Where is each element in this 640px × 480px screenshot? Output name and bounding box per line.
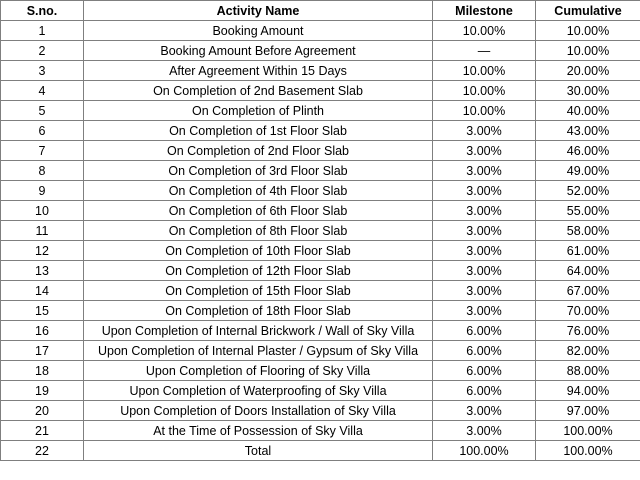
cell-sno: 10 (1, 201, 84, 221)
cell-sno: 8 (1, 161, 84, 181)
cell-sno: 9 (1, 181, 84, 201)
table-row (1, 221, 640, 241)
cell-milestone: 10.00% (433, 81, 536, 101)
cell-sno: 21 (1, 421, 84, 441)
cell-activity-name: Upon Completion of Flooring of Sky Villa (84, 361, 433, 381)
table-row (1, 261, 640, 281)
cell-milestone: 10.00% (433, 21, 536, 41)
cell-cumulative: 100.00% (536, 421, 640, 441)
cell-milestone: 3.00% (433, 141, 536, 161)
cell-cumulative: 67.00% (536, 281, 640, 301)
cell-activity-name: On Completion of 3rd Floor Slab (84, 161, 433, 181)
table-row (1, 401, 640, 421)
cell-cumulative: 100.00% (536, 441, 640, 461)
table-row (1, 361, 640, 381)
cell-cumulative: 64.00% (536, 261, 640, 281)
cell-cumulative: 97.00% (536, 401, 640, 421)
cell-milestone: 3.00% (433, 281, 536, 301)
cell-milestone: 3.00% (433, 261, 536, 281)
cell-milestone: 3.00% (433, 121, 536, 141)
cell-activity-name: At the Time of Possession of Sky Villa (84, 421, 433, 441)
cell-cumulative: 40.00% (536, 101, 640, 121)
table-row (1, 381, 640, 401)
table-row (1, 161, 640, 181)
cell-cumulative: 94.00% (536, 381, 640, 401)
cell-activity-name: Booking Amount (84, 21, 433, 41)
cell-activity-name: On Completion of 2nd Basement Slab (84, 81, 433, 101)
header-cumulative: Cumulative (536, 1, 640, 21)
cell-sno: 14 (1, 281, 84, 301)
cell-cumulative: 70.00% (536, 301, 640, 321)
cell-cumulative: 10.00% (536, 41, 640, 61)
table-row (1, 321, 640, 341)
cell-sno: 7 (1, 141, 84, 161)
cell-cumulative: 76.00% (536, 321, 640, 341)
cell-cumulative: 52.00% (536, 181, 640, 201)
cell-activity-name: On Completion of 1st Floor Slab (84, 121, 433, 141)
table-row (1, 441, 640, 461)
cell-sno: 4 (1, 81, 84, 101)
cell-activity-name: Upon Completion of Internal Plaster / Gypsum of Sky Villa (84, 341, 433, 361)
cell-activity-name: On Completion of 4th Floor Slab (84, 181, 433, 201)
cell-activity-name: Upon Completion of Waterproofing of Sky Villa (84, 381, 433, 401)
cell-milestone: 3.00% (433, 201, 536, 221)
cell-milestone: 3.00% (433, 401, 536, 421)
cell-cumulative: 30.00% (536, 81, 640, 101)
cell-sno: 5 (1, 101, 84, 121)
cell-cumulative: 43.00% (536, 121, 640, 141)
cell-milestone: 3.00% (433, 181, 536, 201)
cell-sno: 18 (1, 361, 84, 381)
cell-cumulative: 82.00% (536, 341, 640, 361)
cell-milestone: 6.00% (433, 381, 536, 401)
table-row (1, 41, 640, 61)
header-sno: S.no. (1, 1, 84, 21)
cell-activity-name: Booking Amount Before Agreement (84, 41, 433, 61)
cell-cumulative: 55.00% (536, 201, 640, 221)
table-row (1, 301, 640, 321)
cell-milestone: — (433, 41, 536, 61)
table-row (1, 141, 640, 161)
cell-sno: 17 (1, 341, 84, 361)
table-row (1, 341, 640, 361)
cell-activity-name: After Agreement Within 15 Days (84, 61, 433, 81)
table-row (1, 181, 640, 201)
table-row (1, 421, 640, 441)
cell-milestone: 6.00% (433, 341, 536, 361)
cell-activity-name: On Completion of 8th Floor Slab (84, 221, 433, 241)
cell-cumulative: 49.00% (536, 161, 640, 181)
cell-cumulative: 58.00% (536, 221, 640, 241)
cell-activity-name: On Completion of 15th Floor Slab (84, 281, 433, 301)
cell-milestone: 10.00% (433, 101, 536, 121)
table-row (1, 101, 640, 121)
cell-milestone: 3.00% (433, 421, 536, 441)
cell-activity-name: Upon Completion of Doors Installation of Sky Villa (84, 401, 433, 421)
table-row (1, 201, 640, 221)
cell-sno: 2 (1, 41, 84, 61)
cell-activity-name: On Completion of 18th Floor Slab (84, 301, 433, 321)
table-row (1, 121, 640, 141)
table-row (1, 21, 640, 41)
cell-milestone: 3.00% (433, 161, 536, 181)
cell-sno: 16 (1, 321, 84, 341)
table-row (1, 281, 640, 301)
cell-cumulative: 20.00% (536, 61, 640, 81)
cell-sno: 19 (1, 381, 84, 401)
cell-cumulative: 46.00% (536, 141, 640, 161)
cell-cumulative: 61.00% (536, 241, 640, 261)
cell-sno: 15 (1, 301, 84, 321)
cell-milestone: 10.00% (433, 61, 536, 81)
cell-activity-name: Total (84, 441, 433, 461)
cell-sno: 6 (1, 121, 84, 141)
cell-milestone: 100.00% (433, 441, 536, 461)
cell-sno: 12 (1, 241, 84, 261)
table-row (1, 81, 640, 101)
cell-milestone: 3.00% (433, 241, 536, 261)
cell-sno: 3 (1, 61, 84, 81)
cell-milestone: 6.00% (433, 321, 536, 341)
cell-activity-name: On Completion of 6th Floor Slab (84, 201, 433, 221)
cell-sno: 1 (1, 21, 84, 41)
header-activity-name: Activity Name (84, 1, 433, 21)
header-milestone: Milestone (433, 1, 536, 21)
cell-milestone: 3.00% (433, 221, 536, 241)
cell-milestone: 3.00% (433, 301, 536, 321)
cell-sno: 11 (1, 221, 84, 241)
table-header-row (1, 1, 640, 21)
cell-activity-name: Upon Completion of Internal Brickwork / Wall of Sky Villa (84, 321, 433, 341)
cell-milestone: 6.00% (433, 361, 536, 381)
cell-sno: 22 (1, 441, 84, 461)
cell-activity-name: On Completion of 2nd Floor Slab (84, 141, 433, 161)
cell-sno: 13 (1, 261, 84, 281)
table-row (1, 241, 640, 261)
cell-activity-name: On Completion of Plinth (84, 101, 433, 121)
cell-sno: 20 (1, 401, 84, 421)
table-row (1, 61, 640, 81)
cell-cumulative: 88.00% (536, 361, 640, 381)
cell-cumulative: 10.00% (536, 21, 640, 41)
cell-activity-name: On Completion of 10th Floor Slab (84, 241, 433, 261)
cell-activity-name: On Completion of 12th Floor Slab (84, 261, 433, 281)
